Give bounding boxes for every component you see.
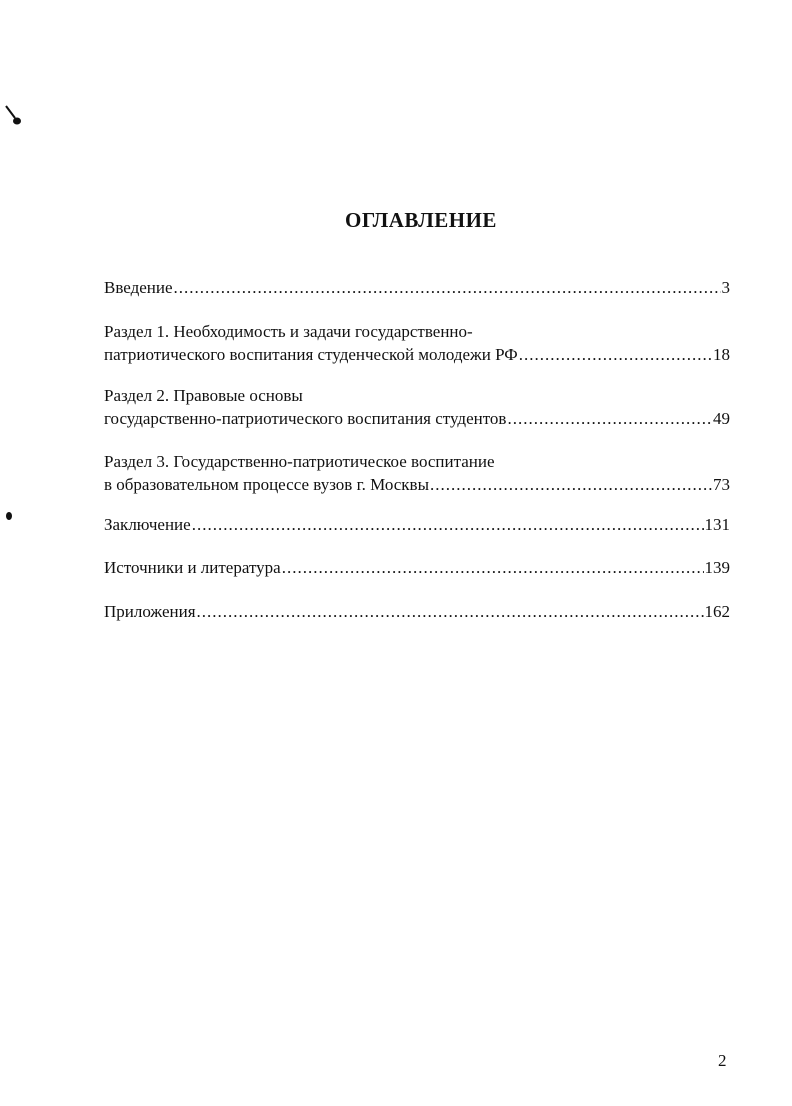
toc-entry-page: 139	[704, 558, 730, 577]
toc-entry-title: патриотического воспитания студенческой молодежи РФ	[104, 345, 518, 364]
toc-entry-conclusion[interactable]	[104, 513, 730, 536]
toc-entry-title: в образовательном процессе вузов г. Москвы	[104, 475, 430, 494]
toc-entry-page: 18	[713, 345, 730, 364]
dot-leader	[282, 556, 704, 579]
scan-artifact-dot	[6, 512, 12, 520]
toc-entry-title: Приложения	[104, 602, 196, 621]
toc-entry-title: Источники и литература	[104, 558, 281, 577]
toc-entry-title-line1: Раздел 3. Государственно-патриотическое воспитание	[104, 452, 495, 471]
toc-entry-appendices[interactable]	[104, 600, 730, 623]
toc-entry-title-line1: Раздел 2. Правовые основы	[104, 386, 303, 405]
dot-leader	[519, 343, 712, 366]
toc-entry-sources[interactable]	[104, 556, 730, 579]
dot-leader	[197, 600, 704, 623]
page-number: 2	[718, 1051, 727, 1070]
toc-entry-title: Введение	[104, 278, 173, 297]
toc-entry-title: государственно-патриотического воспитания студентов	[104, 409, 507, 428]
toc-entry-section-2[interactable]	[104, 384, 730, 430]
toc-entry-page: 131	[704, 515, 730, 534]
toc-entry-section-3[interactable]	[104, 450, 730, 496]
scan-artifact-mark	[4, 104, 22, 126]
dot-leader	[174, 276, 721, 299]
toc-entry-page: 49	[713, 409, 730, 428]
dot-leader	[430, 473, 712, 496]
toc-entry-introduction[interactable]	[104, 276, 730, 299]
toc-entry-section-1[interactable]	[104, 320, 730, 366]
dot-leader	[507, 407, 712, 430]
toc-entry-page: 162	[704, 602, 730, 621]
toc-entry-page: 3	[721, 278, 730, 297]
toc-entry-title-line1: Раздел 1. Необходимость и задачи государственно-	[104, 322, 473, 341]
toc-entry-page: 73	[713, 475, 730, 494]
toc-entry-title: Заключение	[104, 515, 191, 534]
dot-leader	[192, 513, 704, 536]
page-title: ОГЛАВЛЕНИЕ	[345, 208, 497, 232]
